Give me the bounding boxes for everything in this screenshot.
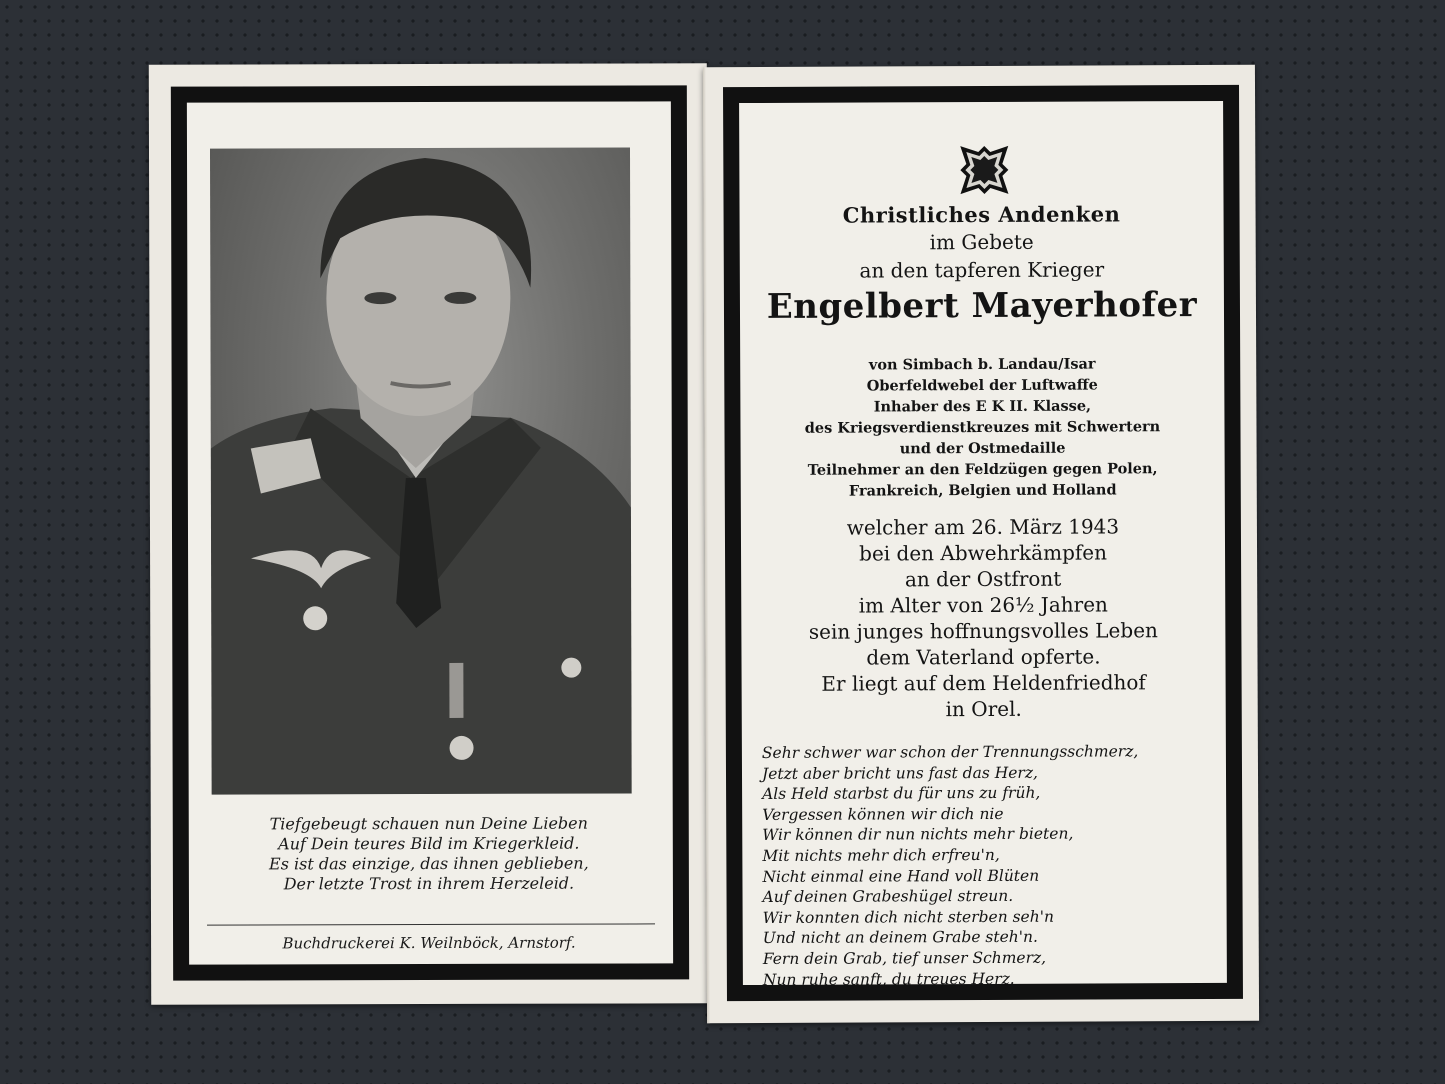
memorial-card-left-panel <box>149 63 709 1004</box>
heading-line: Christliches Andenken <box>842 201 1121 228</box>
death-line: Er liegt auf dem Heldenfriedhof <box>821 670 1146 696</box>
poem-line: Und nicht an deinem Grabe steh'n. <box>762 928 1038 948</box>
poem-line: Der letzte Trost in ihrem Herzeleid. <box>283 873 575 894</box>
death-line: an der Ostfront <box>904 566 1062 592</box>
poem-line: Auf deinen Grabeshügel streun. <box>762 887 1014 907</box>
poem-line: Fern dein Grab, tief unser Schmerz, <box>762 948 1047 968</box>
death-line: in Orel. <box>945 696 1022 722</box>
death-line: dem Vaterland opferte. <box>866 644 1101 670</box>
poem-line: Wir konnten dich nicht sterben seh'n <box>762 907 1054 927</box>
death-line: sein junges hoffnungsvolles Leben <box>808 618 1158 644</box>
heading-line: im Gebete <box>929 229 1034 255</box>
poem-line: Tiefgebeugt schauen nun Deine Lieben <box>269 813 588 834</box>
portrait-photo <box>210 147 632 794</box>
detail-line: Frankreich, Belgien und Holland <box>848 481 1117 500</box>
printer-credit: Buchdruckerei K. Weilnböck, Arnstorf. <box>282 933 576 953</box>
death-notice <box>751 513 1216 723</box>
detail-line: und der Ostmedaille <box>899 439 1066 458</box>
iron-cross-icon <box>958 144 1010 196</box>
poem-line: Nun ruhe sanft, du treues Herz. <box>762 969 1015 989</box>
death-line: im Alter von 26½ Jahren <box>858 592 1108 618</box>
poem-line: Nicht einmal eine Hand voll Blüten <box>762 866 1040 886</box>
detail-line: von Simbach b. Landau/Isar <box>868 355 1096 374</box>
divider <box>207 923 655 925</box>
service-details <box>750 353 1215 502</box>
left-poem <box>209 813 649 894</box>
right-poem <box>762 741 1223 990</box>
poem-line: Vergessen können wir dich nie <box>762 804 1004 824</box>
poem-line: Sehr schwer war schon der Trennungsschmerz, <box>761 742 1139 762</box>
death-line: welcher am 26. März 1943 <box>846 514 1120 540</box>
detail-line: des Kriegsverdienstkreuzes mit Schwertern <box>804 418 1161 437</box>
poem-line: Wir können dir nun nichts mehr bieten, <box>762 824 1074 845</box>
memorial-card-right-panel <box>703 65 1259 1023</box>
poem-line: Mit nichts mehr dich erfreu'n, <box>762 845 1000 865</box>
detail-line: Teilnehmer an den Feldzügen gegen Polen, <box>807 460 1158 479</box>
black-mourning-border <box>171 85 689 980</box>
heading-line: an den tapferen Krieger <box>859 257 1105 283</box>
poem-line: Auf Dein teures Bild im Kriegerkleid. <box>278 833 580 854</box>
detail-line: Inhaber des E K II. Klasse, <box>873 397 1092 416</box>
poem-line: Jetzt aber bricht uns fast das Herz, <box>761 763 1038 783</box>
deceased-name: Engelbert Mayerhofer <box>766 285 1198 327</box>
black-mourning-border <box>723 85 1243 1001</box>
death-line: bei den Abwehrkämpfen <box>859 540 1108 566</box>
poem-line: Als Held starbst du für uns zu früh, <box>762 783 1041 804</box>
detail-line: Oberfeldwebel der Luftwaffe <box>866 376 1098 395</box>
poem-line: Es ist das einzige, das ihnen geblieben, <box>269 853 589 874</box>
